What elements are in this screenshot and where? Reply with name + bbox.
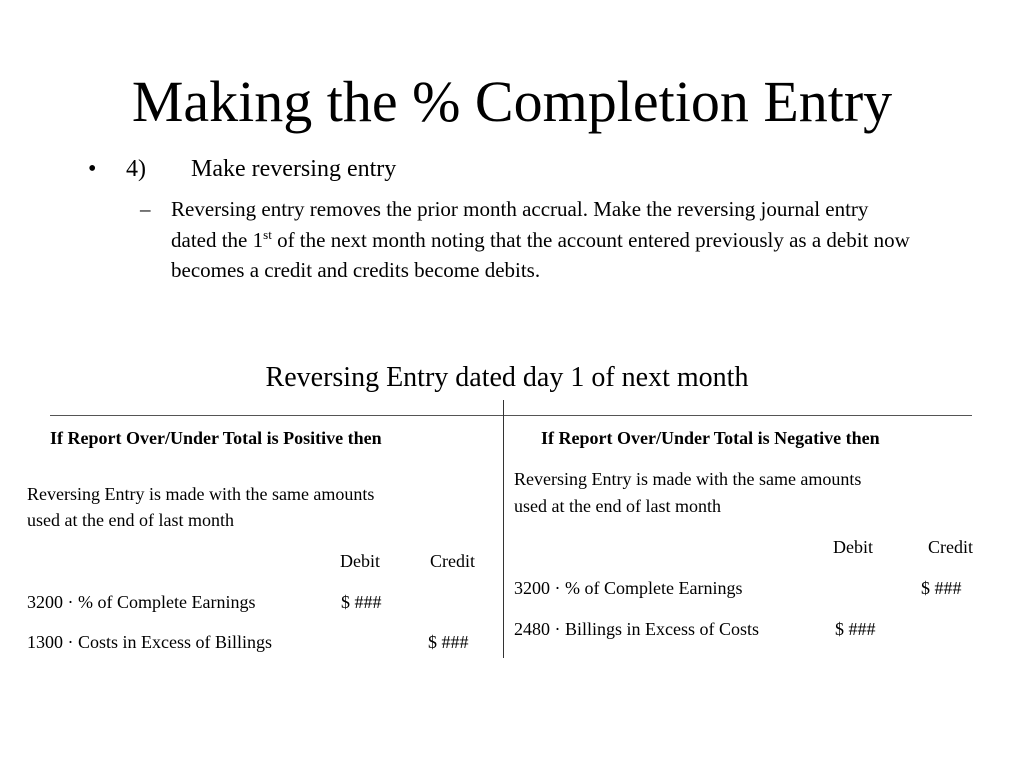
left-row-1-debit-amount: $ ### (341, 592, 382, 612)
left-column-header: If Report Over/Under Total is Positive then (50, 428, 382, 448)
bullet-text: Make reversing entry (191, 156, 397, 182)
right-row-1-account: 3200 · % of Complete Earnings (514, 578, 743, 598)
right-credit-label: Credit (928, 537, 973, 557)
table-caption: Reversing Entry dated day 1 of next month (265, 362, 749, 393)
left-intro-line1: Reversing Entry is made with the same amounts (27, 484, 375, 504)
right-intro-line1: Reversing Entry is made with the same amounts (514, 469, 862, 489)
left-row-2-account: 1300 · Costs in Excess of Billings (27, 632, 273, 652)
right-debit-label: Debit (833, 537, 873, 557)
left-row-1-account: 3200 · % of Complete Earnings (27, 592, 256, 612)
sub-bullet-marker: – (140, 197, 151, 221)
bullet-number: 4) (126, 156, 146, 182)
right-row-1-credit-amount: $ ### (921, 578, 962, 598)
right-column-header: If Report Over/Under Total is Negative then (541, 428, 880, 448)
left-credit-label: Credit (430, 551, 475, 571)
bullet-marker: • (88, 156, 97, 182)
right-row-2-debit-amount: $ ### (835, 619, 876, 639)
table-column-divider (503, 400, 504, 658)
sub-bullet-text-part1: Reversing entry removes the prior month accrual. Make the reversing journal entry dated the 1 (171, 197, 869, 252)
left-debit-label: Debit (340, 551, 380, 571)
sub-bullet-text-part2: of the next month noting that the account entered previously as a debit now becomes a credit and credits become debits. (171, 227, 910, 282)
left-intro-line2: used at the end of last month (27, 510, 234, 530)
left-row-2-credit-amount: $ ### (428, 632, 469, 652)
sub-bullet-text (171, 194, 911, 286)
slide-title: Making the % Completion Entry (131, 69, 893, 134)
right-row-2-account: 2480 · Billings in Excess of Costs (514, 619, 760, 639)
table-top-divider (50, 415, 972, 416)
ordinal-superscript: st (263, 226, 272, 242)
right-intro-line2: used at the end of last month (514, 496, 721, 516)
